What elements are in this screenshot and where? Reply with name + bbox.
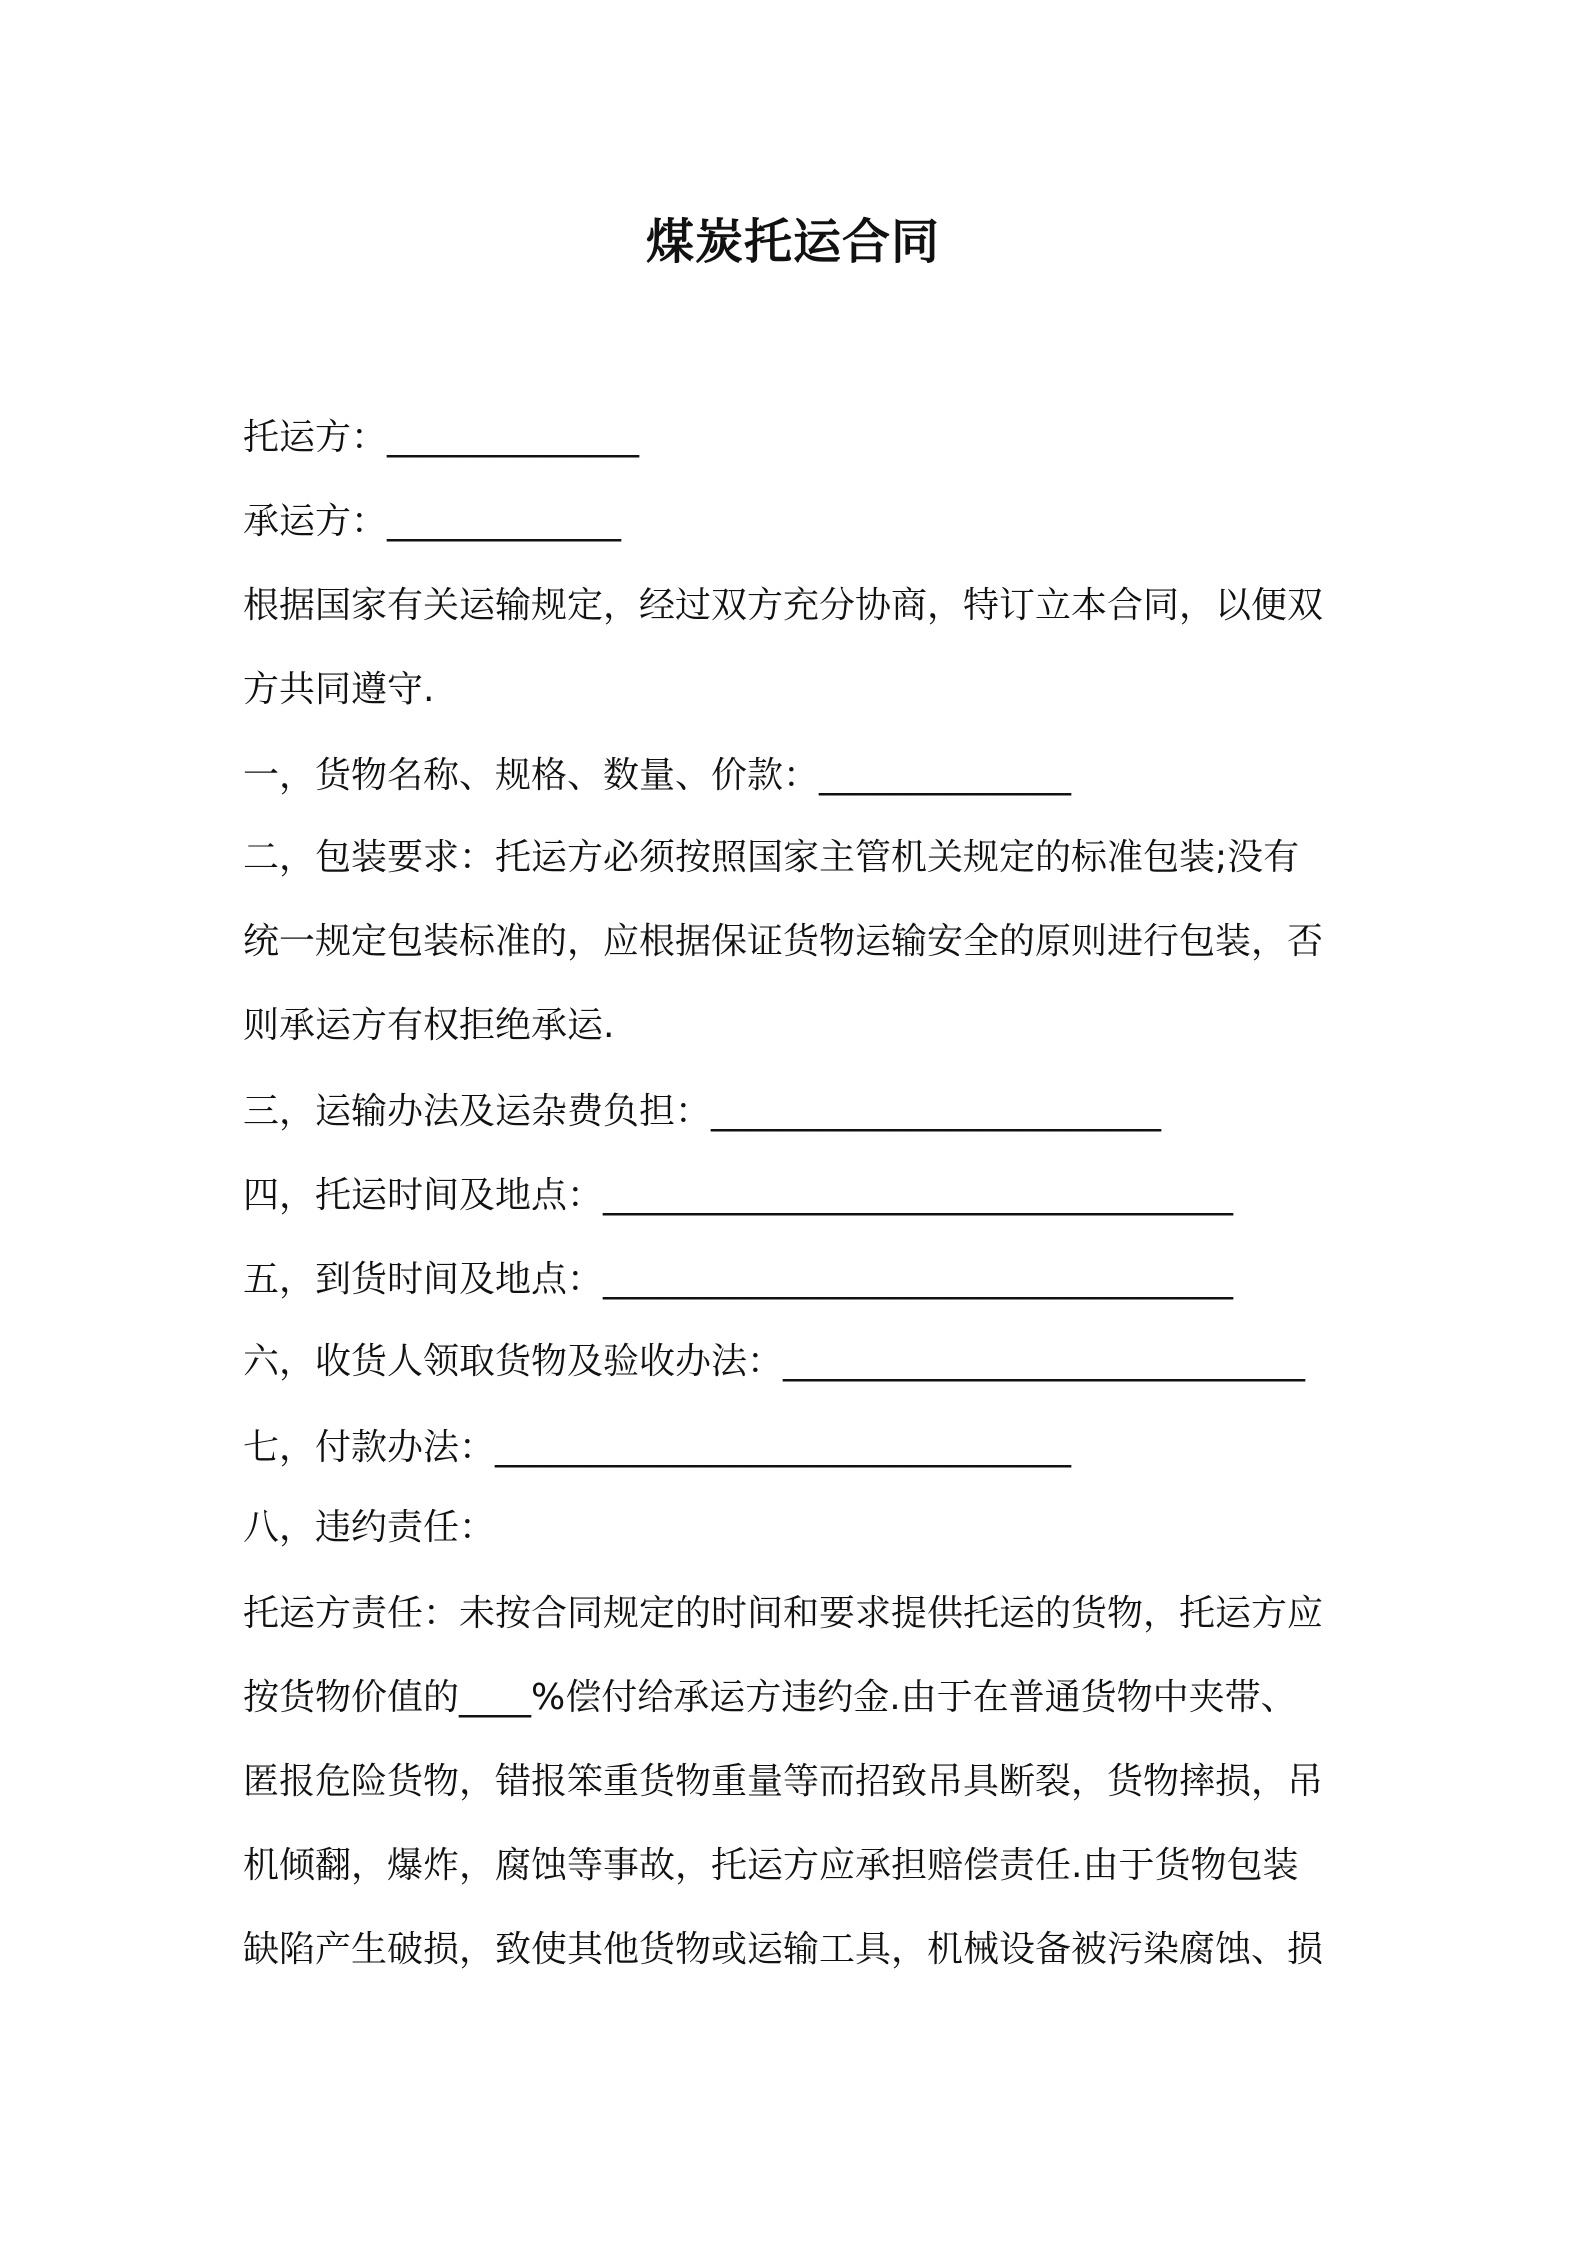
clause-3-line: 三，运输办法及运杂费负担：_________________________: [243, 1091, 1162, 1132]
liability-line-4: 机倾翻，爆炸，腐蚀等事故，托运方应承担赔偿责任.由于货物包装: [243, 1845, 1299, 1886]
carrier-line: 承运方：_____________: [243, 501, 622, 542]
preamble-line-1: 根据国家有关运输规定，经过双方充分协商，特订立本合同，以便双: [243, 585, 1324, 626]
clause-2-line-1: 二，包装要求：托运方必须按照国家主管机关规定的标准包装;没有: [243, 837, 1300, 878]
clause-7-line: 七，付款办法：________________________________: [243, 1427, 1072, 1468]
liability-line-3: 匿报危险货物，错报笨重货物重量等而招致吊具断裂，货物摔损，吊: [243, 1761, 1324, 1802]
clause-8-heading: 八，违约责任：: [243, 1507, 496, 1548]
clause-6-line: 六，收货人领取货物及验收办法：_____________________________: [243, 1341, 1306, 1382]
shipper-line: 托运方：______________: [243, 417, 640, 458]
liability-line-2: 按货物价值的____%偿付给承运方违约金.由于在普通货物中夹带、: [243, 1677, 1297, 1718]
liability-line-5: 缺陷产生破损，致使其他货物或运输工具，机械设备被污染腐蚀、损: [243, 1929, 1324, 1970]
clause-2-line-3: 则承运方有权拒绝承运.: [243, 1005, 615, 1046]
clause-5-line: 五，到货时间及地点：___________________________________: [243, 1259, 1234, 1300]
page-title: 煤炭托运合同: [645, 214, 940, 270]
liability-line-1: 托运方责任：未按合同规定的时间和要求提供托运的货物，托运方应: [243, 1593, 1324, 1634]
clause-1-line: 一，货物名称、规格、数量、价款：______________: [243, 755, 1072, 796]
preamble-line-2: 方共同遵守.: [243, 669, 435, 710]
clause-4-line: 四，托运时间及地点：___________________________________: [243, 1175, 1234, 1216]
clause-2-line-2: 统一规定包装标准的，应根据保证货物运输安全的原则进行包装，否: [243, 921, 1324, 962]
